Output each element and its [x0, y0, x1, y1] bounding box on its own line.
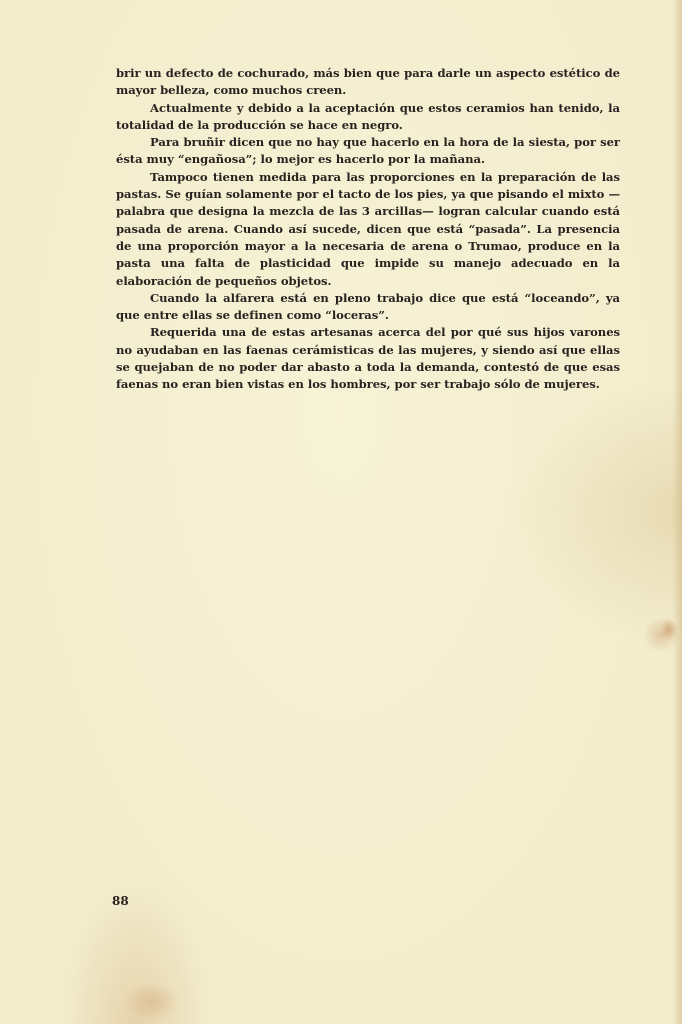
paragraph: Requerida una de estas artesanas acerca del por qué sus hijos varones no ayudaban en las faenas cerámisticas de las mujeres, y siendo así que ellas se quejaban de no poder dar abasto a toda la demanda, contestó de que esas faenas no eran bien vistas en los hombres, por ser trabajo sólo de mujeres. — [116, 325, 620, 392]
page-edge-shadow — [672, 0, 682, 1024]
paragraph: Cuando la alfarera está en pleno trabajo dice que está “loceando”, ya que entre ellas se definen como “loceras”. — [116, 290, 620, 323]
paragraph: Para bruñir dicen que no hay que hacerlo en la hora de la siesta, por ser ésta muy “engañosa”; lo mejor es hacerlo por la mañana. — [116, 135, 620, 167]
paper-stain — [124, 982, 180, 1022]
paragraph: Tampoco tienen medida para las proporciones en la preparación de las pastas. Se guían solamente por el tacto de los pies, ya que pisando el mixto —palabra que designa la mezcla de las 3 arcillas— logran calcular cuando está pasada de arena. Cuando así sucede, dicen que está “pasada”. La presencia de una proporción mayor a la necesaria de arena o Trumao, produce en la pasta una falta de plasticidad que impide su manejo adecuado en la elaboración de pequeños objetos. — [116, 169, 620, 288]
paragraph: Actualmente y debido a la aceptación que estos ceramios han tenido, la totalidad de la producción se hace en negro. — [116, 100, 620, 132]
paper-stain — [660, 618, 678, 640]
page-number: 88 — [112, 894, 129, 908]
paragraph: brir un defecto de cochurado, más bien que para darle un aspecto estético de mayor belleza, como muchos creen. — [116, 66, 620, 98]
body-text — [116, 65, 620, 394]
